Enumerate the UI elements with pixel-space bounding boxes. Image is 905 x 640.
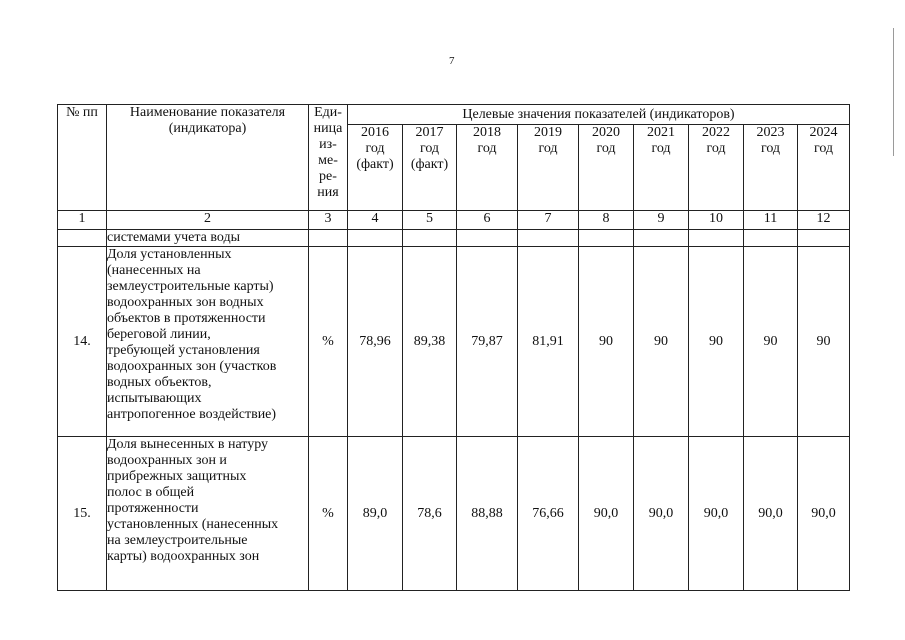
column-number: 4 bbox=[348, 211, 403, 230]
header-num: № пп bbox=[58, 105, 107, 211]
empty-cell bbox=[518, 230, 579, 247]
empty-cell bbox=[58, 230, 107, 247]
empty-cell bbox=[798, 230, 850, 247]
unit-cell: % bbox=[309, 247, 348, 437]
row-number: 14. bbox=[58, 247, 107, 437]
value-2024: 90,0 bbox=[798, 437, 850, 591]
header-unit: Еди- ница из- ме- ре- ния bbox=[309, 105, 348, 211]
empty-cell bbox=[457, 230, 518, 247]
empty-cell bbox=[634, 230, 689, 247]
empty-cell bbox=[309, 230, 348, 247]
empty-cell bbox=[403, 230, 457, 247]
value-2017: 89,38 bbox=[403, 247, 457, 437]
value-2021: 90 bbox=[634, 247, 689, 437]
value-2017: 78,6 bbox=[403, 437, 457, 591]
row-number: 15. bbox=[58, 437, 107, 591]
value-2020: 90 bbox=[579, 247, 634, 437]
header-year-2019: 2019 год bbox=[518, 125, 579, 211]
value-2020: 90,0 bbox=[579, 437, 634, 591]
value-2022: 90,0 bbox=[689, 437, 744, 591]
indicator-name: Доля вынесенных в натуру водоохранных зон и прибрежных защитных полос в общей протяженности установленных (нанесенных на землеустроительные карты) водоохранных зон bbox=[107, 437, 309, 591]
header-year-2023: 2023 год bbox=[744, 125, 798, 211]
scan-edge-line bbox=[893, 28, 894, 156]
value-2018: 88,88 bbox=[457, 437, 518, 591]
value-2024: 90 bbox=[798, 247, 850, 437]
header-year-2024: 2024 год bbox=[798, 125, 850, 211]
column-number: 11 bbox=[744, 211, 798, 230]
header-year-2022: 2022 год bbox=[689, 125, 744, 211]
header-year-2018: 2018 год bbox=[457, 125, 518, 211]
column-number: 9 bbox=[634, 211, 689, 230]
continuation-text: системами учета воды bbox=[107, 230, 309, 247]
column-number: 1 bbox=[58, 211, 107, 230]
column-number: 12 bbox=[798, 211, 850, 230]
header-row-1 bbox=[58, 105, 850, 125]
value-2018: 79,87 bbox=[457, 247, 518, 437]
column-number: 8 bbox=[579, 211, 634, 230]
indicator-name: Доля установленных (нанесенных на землеустроительные карты) водоохранных зон водных объектов в протяженности береговой линии, требующей установления водоохранных зон (участков водных объектов, испытывающих антропогенное воздействие) bbox=[107, 247, 309, 437]
header-year-2021: 2021 год bbox=[634, 125, 689, 211]
header-year-2017: 2017 год (факт) bbox=[403, 125, 457, 211]
column-number-row bbox=[58, 211, 850, 230]
header-year-2016: 2016 год (факт) bbox=[348, 125, 403, 211]
empty-cell bbox=[579, 230, 634, 247]
value-2016: 89,0 bbox=[348, 437, 403, 591]
empty-cell bbox=[348, 230, 403, 247]
page-number: 7 bbox=[449, 55, 455, 67]
indicators-table bbox=[57, 104, 850, 591]
unit-cell: % bbox=[309, 437, 348, 591]
value-2019: 76,66 bbox=[518, 437, 579, 591]
table-row-14 bbox=[58, 247, 850, 437]
column-number: 6 bbox=[457, 211, 518, 230]
column-number: 10 bbox=[689, 211, 744, 230]
value-2022: 90 bbox=[689, 247, 744, 437]
value-2019: 81,91 bbox=[518, 247, 579, 437]
header-targets: Целевые значения показателей (индикаторов) bbox=[348, 105, 850, 125]
value-2023: 90 bbox=[744, 247, 798, 437]
header-name: Наименование показателя (индикатора) bbox=[107, 105, 309, 211]
value-2023: 90,0 bbox=[744, 437, 798, 591]
header-year-2020: 2020 год bbox=[579, 125, 634, 211]
empty-cell bbox=[689, 230, 744, 247]
column-number: 5 bbox=[403, 211, 457, 230]
empty-cell bbox=[744, 230, 798, 247]
value-2021: 90,0 bbox=[634, 437, 689, 591]
column-number: 3 bbox=[309, 211, 348, 230]
table-row-15 bbox=[58, 437, 850, 591]
continuation-row bbox=[58, 230, 850, 247]
value-2016: 78,96 bbox=[348, 247, 403, 437]
column-number: 2 bbox=[107, 211, 309, 230]
column-number: 7 bbox=[518, 211, 579, 230]
